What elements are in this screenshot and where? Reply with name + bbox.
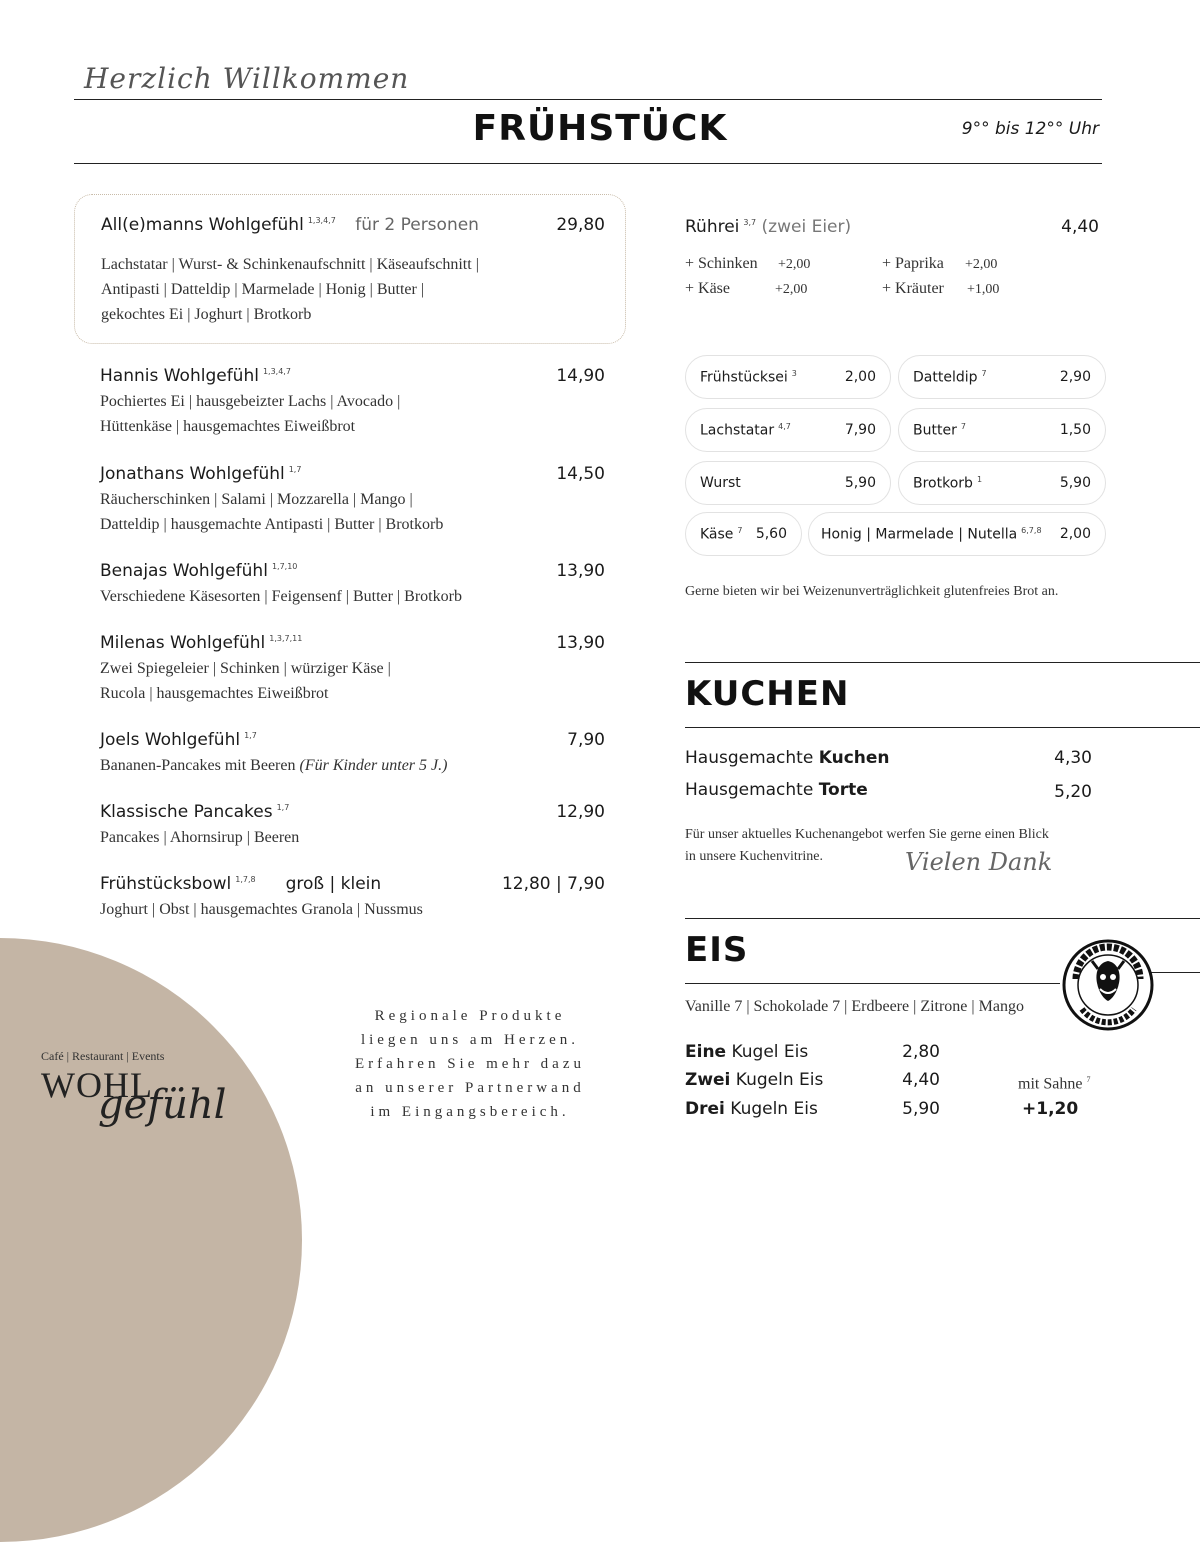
menu-item-name: Benajas Wohlgefühl <box>100 561 268 581</box>
menu-item-desc: Zwei Spiegeleier | Schinken | würziger Käse | Rucola | hausgemachtes Eiweißbrot <box>100 660 391 702</box>
extra-price: 2,90 <box>1059 369 1091 385</box>
extra-label: Datteldip <box>913 369 978 386</box>
gluten-note: Gerne bieten wir bei Weizenunverträglichkeit glutenfreies Brot an. <box>685 584 1059 599</box>
eis-flavors: Vanille 7 | Schokolade 7 | Erdbeere | Zitrone | Mango <box>685 998 1024 1015</box>
addon-label: + Schinken <box>685 255 758 272</box>
extra-price: 5,90 <box>844 475 876 491</box>
ruehrei-note: (zwei Eier) <box>761 217 852 237</box>
addon-label: + Paprika <box>882 255 944 272</box>
sahne-label: mit Sahne $^7$ <box>1018 1075 1091 1093</box>
menu-item-allergens: 1,7 <box>244 731 257 741</box>
menu-item-allergens: 1,7 <box>276 803 290 813</box>
kuchen-bottom-rule <box>685 727 1200 728</box>
ruehrei-name: Rührei <box>685 217 740 237</box>
extra-label: Honig | Marmelade | Nutella <box>821 526 1018 543</box>
extra-price: 1,50 <box>1059 422 1091 438</box>
kuchen-note: Für unser aktuelles Kuchenangebot werfen Sie gerne einen Blick in unsere Kuchenvitrine. <box>685 827 1049 864</box>
menu-item <box>100 366 605 439</box>
featured-item-note: für 2 Personen <box>355 215 479 235</box>
eis-item: Zwei Kugeln Eis <box>685 1070 824 1090</box>
menu-item-price: 13,90 <box>556 633 605 653</box>
opening-hours: 9°° bis 12°° Uhr <box>961 119 1099 139</box>
extra-price: 5,90 <box>1059 475 1091 491</box>
menu-item-price: 14,50 <box>556 464 605 484</box>
extra-pill: Lachstatar $^{4,7}$ 7,90 <box>685 408 891 452</box>
featured-item-price: 29,80 <box>556 215 605 235</box>
extra-label: Butter <box>913 422 957 439</box>
menu-item-allergens: 1,7,10 <box>271 562 298 572</box>
menu-item-desc: Joghurt | Obst | hausgemachtes Granola | Nussmus <box>100 901 423 918</box>
menu-item-desc: Verschiedene Käsesorten | Feigensenf | Butter | Brotkorb <box>100 588 462 605</box>
eis-title: EIS <box>685 930 749 970</box>
greeting-script: Herzlich Willkommen <box>84 62 410 95</box>
sahne-price: +1,20 <box>1022 1099 1079 1119</box>
eis-bottom-rule-right <box>1150 972 1200 973</box>
menu-item-name: Hannis Wohlgefühl <box>100 366 259 386</box>
ice-cream-brand-logo <box>1062 939 1154 1031</box>
menu-item-desc-note: (Für Kinder unter 5 J.) <box>299 757 448 774</box>
menu-item-name: Joels Wohlgefühl <box>100 730 241 750</box>
menu-item-size-note: groß | klein <box>285 874 382 894</box>
extra-price: 2,00 <box>1059 526 1091 542</box>
menu-item <box>100 730 605 778</box>
menu-item-allergens: 1,3,4,7 <box>262 367 291 377</box>
featured-item-desc: Lachstatar | Wurst- & Schinkenaufschnitt | Käseaufschnitt | Antipasti | Datteldip | Marmelade | Honig | Butter | gekochtes Ei | Joghurt | Brotkorb <box>101 256 479 323</box>
menu-item-name: Milenas Wohlgefühl <box>100 633 266 653</box>
extra-pill: Datteldip $^7$ 2,90 <box>898 355 1106 399</box>
eis-item-price: 2,80 <box>902 1042 940 1062</box>
extra-pill: Honig | Marmelade | Nutella $^{6,7,8}$ 2,00 <box>808 512 1106 556</box>
kuchen-item: Hausgemachte Torte <box>685 780 868 800</box>
extra-pill: Brotkorb $^1$ 5,90 <box>898 461 1106 505</box>
eis-bottom-rule <box>685 983 1060 984</box>
header-top-rule <box>74 99 1102 100</box>
eis-item-price: 4,40 <box>902 1070 940 1090</box>
brand-corner-shape <box>0 938 302 1542</box>
brand-logo-bottom: gefühl <box>98 1082 227 1128</box>
header-bottom-rule <box>74 163 1102 164</box>
menu-item <box>100 633 605 706</box>
menu-item-name: Frühstücksbowl <box>100 874 232 894</box>
featured-item-allergens: 1,3,4,7 <box>307 216 336 226</box>
extra-price: 7,90 <box>844 422 876 438</box>
eis-item: Eine Kugel Eis <box>685 1042 809 1062</box>
kuchen-top-rule <box>685 662 1200 663</box>
menu-item-name: Jonathans Wohlgefühl <box>100 464 285 484</box>
menu-item-desc: Räucherschinken | Salami | Mozzarella | Mango | Datteldip | hausgemachte Antipasti | Butter | Brotkorb <box>100 491 444 533</box>
extra-pill: Käse $^7$ 5,60 <box>685 512 802 556</box>
featured-item-card <box>74 194 626 344</box>
extra-label: Lachstatar <box>700 422 775 439</box>
regional-note: Regionale Produkte liegen uns am Herzen. Erfahren Sie mehr dazu an unserer Partnerwand im Eingangsbereich. <box>354 1008 586 1120</box>
addon-label: + Käse <box>685 280 731 297</box>
menu-item <box>100 464 605 537</box>
eis-top-rule <box>685 918 1200 919</box>
menu-item-desc: Bananen-Pancakes mit Beeren (Für Kinder unter 5 J.) <box>100 757 448 774</box>
kuchen-item-price: 4,30 <box>1054 748 1092 768</box>
menu-item <box>100 874 605 922</box>
kuchen-item-name: Kuchen <box>818 748 890 768</box>
extra-price: 5,60 <box>755 526 787 542</box>
menu-item-allergens: 1,7,8 <box>235 875 256 885</box>
eis-item-price: 5,90 <box>902 1099 940 1119</box>
eis-item-count: Eine <box>685 1042 727 1062</box>
extra-label: Wurst <box>700 475 741 491</box>
eis-item-count: Zwei <box>685 1070 731 1090</box>
brand-tagline: Café | Restaurant | Events <box>41 1049 165 1063</box>
menu-item-price: 14,90 <box>556 366 605 386</box>
page-title: FRÜHSTÜCK <box>472 108 728 149</box>
menu-item-price: 12,80 | 7,90 <box>501 874 605 894</box>
kuchen-title: KUCHEN <box>685 674 850 714</box>
menu-item <box>100 561 605 609</box>
extra-label: Brotkorb <box>913 475 973 492</box>
extra-pill: Frühstücksei $^3$ 2,00 <box>685 355 891 399</box>
addon-price: +2,00 <box>778 257 811 272</box>
extra-price: 2,00 <box>844 369 876 385</box>
featured-item-name: All(e)manns Wohlgefühl <box>101 215 304 235</box>
menu-item-allergens: 1,7 <box>288 465 302 475</box>
eis-item-count: Drei <box>685 1099 725 1119</box>
extra-label: Frühstücksei <box>700 369 788 386</box>
kuchen-item-name: Torte <box>818 780 868 800</box>
menu-item-desc: Pancakes | Ahornsirup | Beeren <box>100 829 300 846</box>
addon-price: +1,00 <box>967 282 1000 297</box>
addon-price: +2,00 <box>775 282 808 297</box>
menu-item-price: 7,90 <box>567 730 605 750</box>
brand-logo-top: WOHL <box>41 1065 153 1105</box>
addon-price: +2,00 <box>965 257 998 272</box>
kuchen-item-price: 5,20 <box>1054 782 1092 802</box>
menu-item-desc: Pochiertes Ei | hausgebeizter Lachs | Avocado | Hüttenkäse | hausgemachtes Eiweißbrot <box>100 393 401 435</box>
menu-item <box>100 802 605 850</box>
menu-item-allergens: 1,3,7,11 <box>269 634 303 644</box>
eis-item: Drei Kugeln Eis <box>685 1099 818 1119</box>
ruehrei-title <box>685 217 851 237</box>
kuchen-item: Hausgemachte Kuchen <box>685 748 890 768</box>
ruehrei-allergens: 3,7 <box>743 218 757 228</box>
extra-label: Käse <box>700 526 734 543</box>
menu-item-name: Klassische Pancakes <box>100 802 273 822</box>
thanks-script: Vielen Dank <box>905 848 1053 876</box>
addon-label: + Kräuter <box>882 280 944 297</box>
menu-item-price: 12,90 <box>556 802 605 822</box>
extra-pill: Butter $^7$ 1,50 <box>898 408 1106 452</box>
menu-item-price: 13,90 <box>556 561 605 581</box>
ruehrei-price: 4,40 <box>1061 217 1099 237</box>
extra-pill <box>685 461 891 505</box>
